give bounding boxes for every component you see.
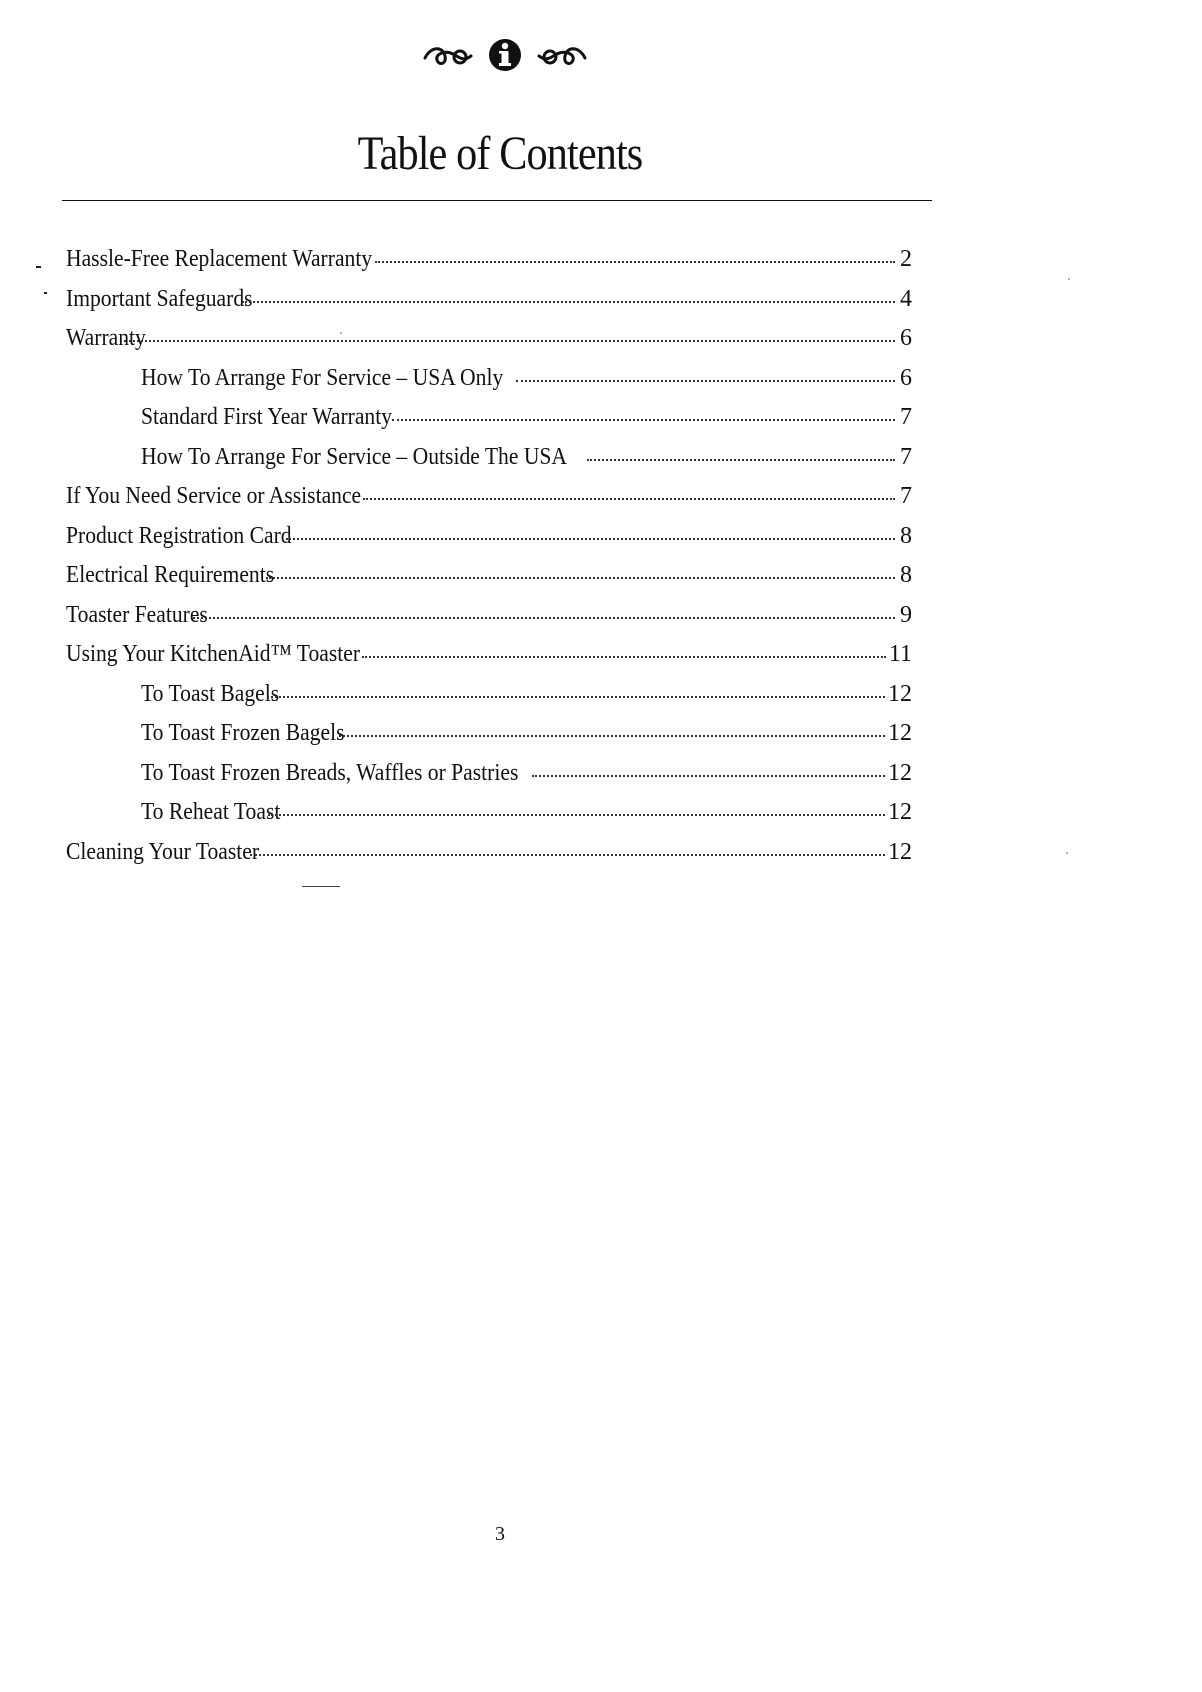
toc-entry-page: 7	[900, 443, 912, 470]
dot-leader	[363, 498, 895, 500]
dot-leader	[267, 696, 885, 698]
toc-entry-label: Important Safeguards	[66, 285, 253, 312]
dot-leader	[124, 340, 895, 342]
toc-entry-page: 11	[888, 641, 912, 667]
toc-entry-label: How To Arrange For Service – Outside The USA	[141, 443, 568, 470]
title-rule	[62, 200, 932, 201]
dot-leader	[242, 301, 895, 303]
toc-entry-page: 12	[888, 680, 912, 707]
toc-entry-label: Standard First Year Warranty	[141, 404, 393, 430]
toc-entry	[66, 682, 912, 722]
toc-entry-page: 12	[888, 759, 912, 786]
dot-leader	[516, 380, 895, 382]
dot-leader	[266, 577, 895, 579]
toc-entry-page: 7	[900, 483, 912, 509]
dot-leader	[250, 854, 885, 856]
toc-entry-label: To Reheat Toast	[141, 799, 281, 825]
dot-leader	[375, 261, 895, 263]
info-ornament-icon	[415, 36, 595, 74]
toc-entry	[66, 563, 912, 603]
toc-entry-page: 12	[888, 838, 912, 865]
dot-leader	[268, 814, 885, 816]
toc-entry-page: 12	[888, 720, 912, 746]
toc-entry-page: 8	[900, 562, 912, 588]
toc-entry-page: 7	[900, 404, 912, 430]
toc-entry-label: Warranty	[66, 325, 146, 351]
toc-entry-label: To Toast Frozen Breads, Waffles or Pastries	[141, 759, 519, 786]
toc-entry-page: 9	[900, 601, 912, 628]
toc-entry-page: 12	[888, 799, 912, 825]
toc-entry	[66, 405, 912, 445]
scan-speck	[340, 332, 342, 334]
dot-leader	[339, 735, 885, 737]
toc-entry-page: 2	[900, 246, 912, 272]
toc-entry-label: To Toast Bagels	[141, 680, 280, 707]
toc-entry-page: 6	[900, 364, 912, 391]
toc-entry	[66, 524, 912, 564]
dot-leader	[362, 656, 886, 658]
toc-entry	[66, 840, 912, 880]
toc-entry	[66, 326, 912, 366]
dot-leader	[532, 775, 885, 777]
toc-entry	[66, 800, 912, 840]
toc-entry	[66, 445, 912, 485]
toc-entry	[66, 721, 912, 761]
stray-mark	[302, 886, 340, 887]
toc-entry	[66, 642, 912, 682]
page-number: 3	[495, 1523, 505, 1545]
toc-entry-page: 6	[900, 325, 912, 351]
dot-leader	[193, 617, 895, 619]
margin-mark	[36, 266, 41, 268]
table-of-contents	[66, 247, 912, 879]
scan-speck	[1066, 852, 1068, 854]
toc-entry-page: 4	[900, 285, 912, 312]
toc-entry-label: Product Registration Card	[66, 522, 292, 549]
toc-entry-label: Electrical Requirements	[66, 562, 275, 588]
toc-entry-label: If You Need Service or Assistance	[66, 483, 362, 509]
dot-leader	[392, 419, 895, 421]
toc-entry-label: Using Your KitchenAid™ Toaster	[66, 641, 361, 667]
margin-mark	[44, 292, 47, 294]
toc-entry-label: To Toast Frozen Bagels	[141, 720, 345, 746]
scan-speck	[1068, 278, 1070, 280]
toc-entry-label: Hassle-Free Replacement Warranty	[66, 246, 373, 272]
toc-entry-page: 8	[900, 522, 912, 549]
toc-entry	[66, 484, 912, 524]
dot-leader	[286, 538, 895, 540]
toc-entry	[66, 366, 912, 406]
page-title: Table of Contents	[357, 127, 643, 180]
toc-entry	[66, 603, 912, 643]
toc-entry	[66, 761, 912, 801]
dot-leader	[587, 459, 895, 461]
toc-entry-label: Cleaning Your Toaster	[66, 838, 260, 865]
toc-entry-label: Toaster Features	[66, 601, 208, 628]
toc-entry	[66, 287, 912, 327]
toc-entry-label: How To Arrange For Service – USA Only	[141, 364, 504, 391]
toc-entry	[66, 247, 912, 287]
